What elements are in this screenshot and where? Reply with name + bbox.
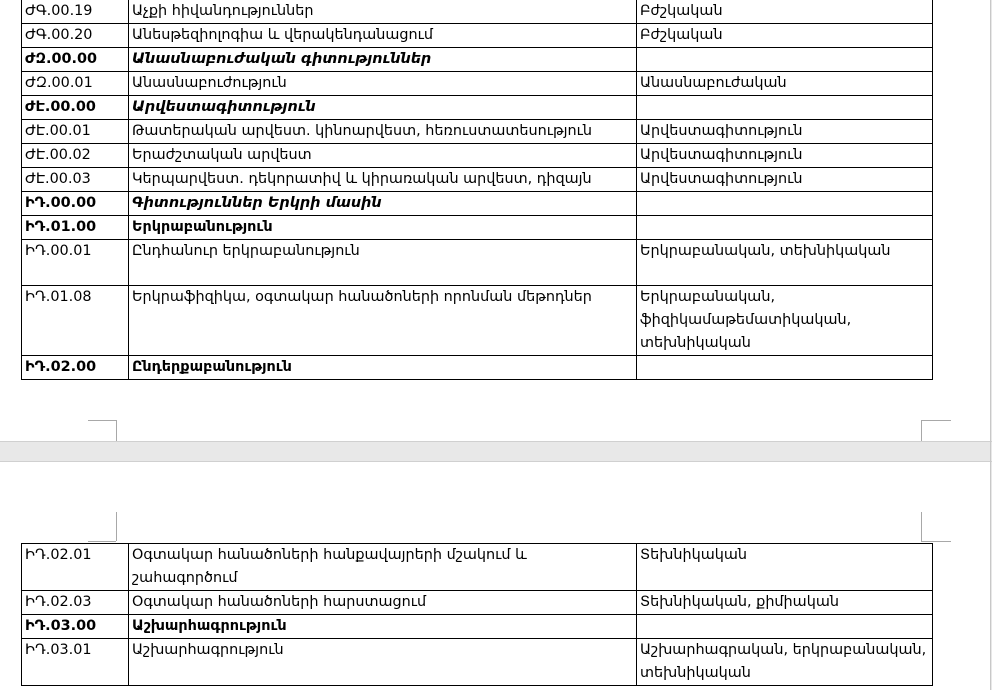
specialty-name-cell: Օգտակար հանածոների հարստացում [129, 591, 637, 615]
specialty-code-cell: ԺԶ.00.01 [22, 72, 129, 96]
table-row [22, 72, 933, 96]
specialty-name-cell: Արվեստագիտություն [129, 96, 637, 120]
table-row [22, 120, 933, 144]
page-edge [990, 0, 991, 690]
specialty-name-cell: Օգտակար հանածոների հանքավայրերի մշակում և շահագործում [129, 544, 637, 591]
margin-mark [88, 541, 116, 542]
specialty-code-cell: ԺԳ.00.19 [22, 0, 129, 24]
margin-mark [921, 420, 922, 441]
page-break-gap [0, 441, 992, 462]
specialty-table-top [21, 0, 933, 380]
specialty-code-cell: ԻԴ.03.00 [22, 615, 129, 639]
degree-type-cell: Տեխնիկական, քիմիական [637, 591, 933, 615]
section-header-row [22, 356, 933, 380]
section-header-row [22, 615, 933, 639]
degree-type-cell: Բժշկական [637, 0, 933, 24]
specialty-name-cell: Երաժշտական արվեստ [129, 144, 637, 168]
specialty-code-cell: ԻԴ.02.00 [22, 356, 129, 380]
specialty-name-cell: Թատերական արվեստ. կինոարվեստ, հեռուստատեսություն [129, 120, 637, 144]
section-header-row [22, 48, 933, 72]
section-header-row [22, 96, 933, 120]
specialty-name-cell: Աչքի հիվանդություններ [129, 0, 637, 24]
table-row [22, 286, 933, 356]
table-row [22, 0, 933, 24]
specialty-code-cell: ԺԳ.00.20 [22, 24, 129, 48]
margin-mark [921, 541, 951, 542]
specialty-name-cell: Անասնաբուժություն [129, 72, 637, 96]
table-row [22, 639, 933, 686]
specialty-name-cell: Կերպարվեստ. դեկորատիվ և կիրառական արվեստ, դիզայն [129, 168, 637, 192]
degree-type-cell [637, 48, 933, 72]
specialty-code-cell: ԺԷ.00.00 [22, 96, 129, 120]
specialty-name-cell: Երկրաֆիզիկա, օգտակար հանածոների որոնման մեթոդներ [129, 286, 637, 356]
degree-type-cell [637, 96, 933, 120]
degree-type-cell: Երկրաբանական, ֆիզիկամաթեմատիկական, տեխնիկական [637, 286, 933, 356]
specialty-name-cell: Գիտություններ Երկրի մասին [129, 192, 637, 216]
specialty-code-cell: ԻԴ.00.00 [22, 192, 129, 216]
specialty-name-cell: Աշխարհագրություն [129, 615, 637, 639]
specialty-name-cell: Երկրաբանություն [129, 216, 637, 240]
specialty-code-cell: ԺԷ.00.03 [22, 168, 129, 192]
specialty-code-cell: ԺԷ.00.02 [22, 144, 129, 168]
degree-type-cell [637, 615, 933, 639]
specialty-code-cell: ԻԴ.01.00 [22, 216, 129, 240]
degree-type-cell [637, 216, 933, 240]
specialty-code-cell: ԻԴ.02.03 [22, 591, 129, 615]
degree-type-cell [637, 192, 933, 216]
degree-type-cell: Աշխարհագրական, երկրաբանական, տեխնիկական [637, 639, 933, 686]
table-row [22, 544, 933, 591]
table-row [22, 591, 933, 615]
margin-mark [116, 512, 117, 541]
degree-type-cell: Արվեստագիտություն [637, 168, 933, 192]
margin-mark [88, 420, 116, 421]
degree-type-cell: Արվեստագիտություն [637, 120, 933, 144]
specialty-name-cell: Ընդերքաբանություն [129, 356, 637, 380]
table-row [22, 144, 933, 168]
degree-type-cell: Արվեստագիտություն [637, 144, 933, 168]
specialty-name-cell: Անասնաբուժական գիտություններ [129, 48, 637, 72]
degree-type-cell [637, 356, 933, 380]
margin-mark [921, 512, 922, 541]
margin-mark [116, 420, 117, 441]
degree-type-cell: Բժշկական [637, 24, 933, 48]
degree-type-cell: Երկրաբանական, տեխնիկական [637, 240, 933, 286]
specialty-name-cell: Աշխարհագրություն [129, 639, 637, 686]
section-header-row [22, 192, 933, 216]
specialty-name-cell: Անեսթեզիոլոգիա և վերակենդանացում [129, 24, 637, 48]
table-row [22, 168, 933, 192]
specialty-code-cell: ԻԴ.03.01 [22, 639, 129, 686]
margin-mark [921, 420, 951, 421]
specialty-name-cell: Ընդհանուր երկրաբանություն [129, 240, 637, 286]
degree-type-cell: Անասնաբուժական [637, 72, 933, 96]
specialty-code-cell: ԻԴ.02.01 [22, 544, 129, 591]
degree-type-cell: Տեխնիկական [637, 544, 933, 591]
specialty-code-cell: ԻԴ.01.08 [22, 286, 129, 356]
specialty-table-bottom [21, 543, 933, 686]
specialty-code-cell: ԺԷ.00.01 [22, 120, 129, 144]
specialty-code-cell: ԺԶ.00.00 [22, 48, 129, 72]
specialty-code-cell: ԻԴ.00.01 [22, 240, 129, 286]
section-header-row [22, 216, 933, 240]
table-row [22, 240, 933, 286]
table-row [22, 24, 933, 48]
